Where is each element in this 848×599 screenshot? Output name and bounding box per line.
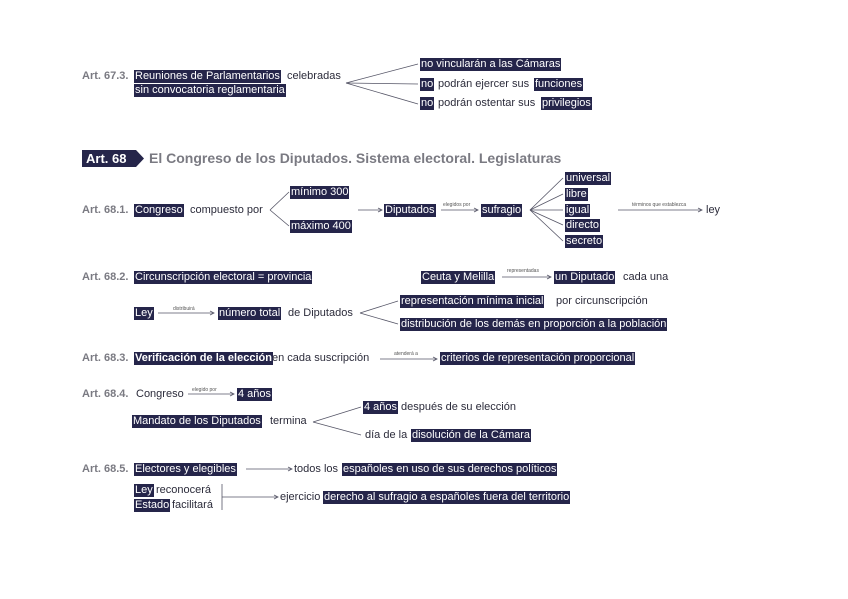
text: reconocerá xyxy=(156,484,212,496)
highlight-text: número total xyxy=(219,307,281,319)
text: ejercicio xyxy=(280,491,321,503)
text: por circunscripción xyxy=(556,295,648,307)
property-item: directo xyxy=(566,219,600,231)
highlight-text: máximo 400 xyxy=(291,220,351,232)
text: podrán ostentar sus xyxy=(438,97,536,109)
property-item: secreto xyxy=(566,235,603,247)
highlight-text: Estado xyxy=(135,499,170,511)
highlight-text: funciones xyxy=(535,78,583,90)
text: termina xyxy=(270,415,307,427)
highlight-text: distribución de los demás en proporción a la población xyxy=(401,318,667,330)
text: Congreso xyxy=(136,388,184,400)
highlight-text: Congreso xyxy=(135,204,183,216)
text: de Diputados xyxy=(288,307,353,319)
highlight-text: 4 años xyxy=(238,388,272,400)
highlight-text: no xyxy=(421,97,434,109)
highlight-text: Ley xyxy=(135,484,153,496)
text: ley xyxy=(706,204,721,216)
arrow-label: términos que establezca xyxy=(632,202,687,208)
arrow-label: distribuirá xyxy=(173,306,195,312)
highlight-text: españoles en uso de sus derechos políticos xyxy=(343,463,557,475)
section-title: El Congreso de los Diputados. Sistema electoral. Legislaturas xyxy=(149,150,562,166)
text: en cada suscripción xyxy=(272,352,370,364)
highlight-text: Circunscripción electoral = provincia xyxy=(135,271,312,283)
highlight-text: Electores y elegibles xyxy=(135,463,236,475)
text: cada una xyxy=(623,271,669,283)
article-badge-label: Art. 68 xyxy=(86,151,127,166)
text: facilitará xyxy=(172,499,213,511)
arrow-label: atenderá a xyxy=(394,351,418,357)
highlight-text: Reuniones de Parlamentarios xyxy=(135,70,280,82)
text: compuesto por xyxy=(190,204,263,216)
article-number: Art. 68.5. xyxy=(82,463,129,475)
property-item: igual xyxy=(566,204,590,216)
text: celebradas xyxy=(287,70,341,82)
arrow-label: elegido por xyxy=(192,387,217,393)
highlight-text: no vincularán a las Cámaras xyxy=(421,58,561,70)
highlight-text: disolución de la Cámara xyxy=(412,429,531,441)
highlight-text: Diputados xyxy=(385,204,435,216)
article-number: Art. 68.2. xyxy=(82,271,129,283)
article-number: Art. 68.1. xyxy=(82,204,129,216)
text: podrán ejercer sus xyxy=(438,78,530,90)
highlight-text: Ley xyxy=(135,307,153,319)
highlight-text: representación mínima inicial xyxy=(401,295,544,307)
highlight-text: no xyxy=(421,78,434,90)
highlight-text: sin convocatoria reglamentaria xyxy=(135,84,285,96)
highlight-text: 4 años xyxy=(364,401,398,413)
highlight-text: Verificación de la elección xyxy=(135,352,272,364)
arrow-label: representadas xyxy=(507,268,539,274)
highlight-text: sufragio xyxy=(482,204,522,216)
property-item: universal xyxy=(566,172,611,184)
highlight-text: criterios de representación proporcional xyxy=(441,352,635,364)
highlight-text: mínimo 300 xyxy=(291,186,349,198)
highlight-text: Mandato de los Diputados xyxy=(133,415,261,427)
highlight-text: derecho al sufragio a españoles fuera del territorio xyxy=(324,491,570,503)
property-item: libre xyxy=(566,188,587,200)
highlight-text: Ceuta y Melilla xyxy=(422,271,495,283)
article-number: Art. 68.4. xyxy=(82,388,129,400)
text: después de su elección xyxy=(401,401,516,413)
text: todos los xyxy=(294,463,339,475)
text: día de la xyxy=(365,429,408,441)
article-number: Art. 68.3. xyxy=(82,352,129,364)
highlight-text: un Diputado xyxy=(555,271,615,283)
article-number: Art. 67.3. xyxy=(82,70,129,82)
arrow-label: elegidos por xyxy=(443,202,471,208)
highlight-text: privilegios xyxy=(542,97,591,109)
